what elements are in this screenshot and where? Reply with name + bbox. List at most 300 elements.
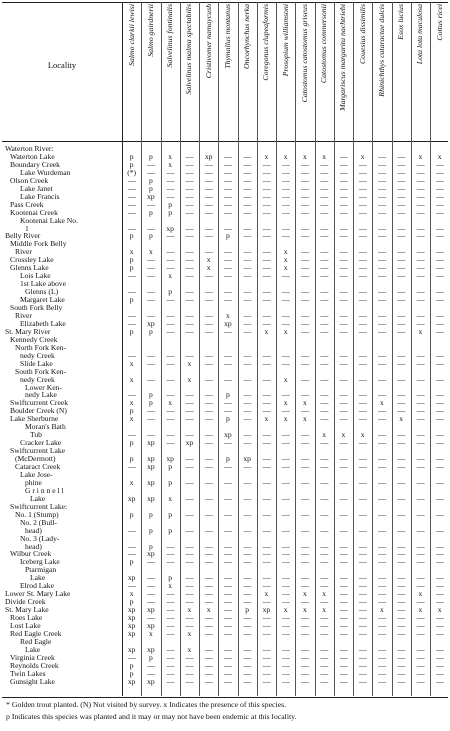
- table-row: [0, 615, 450, 622]
- species-cell: ----: [166, 598, 175, 607]
- species-cell: ----: [358, 542, 367, 551]
- species-cell: ----: [320, 455, 329, 464]
- species-cell: ----: [262, 645, 271, 654]
- species-cell: ----: [262, 168, 271, 177]
- species-cell: ----: [358, 375, 367, 384]
- species-cell: ----: [223, 256, 232, 265]
- species-cell: ----: [185, 168, 194, 177]
- species-cell: ----: [281, 407, 290, 416]
- locality-name: nedy Creek: [20, 350, 55, 360]
- species-cell: ----: [166, 614, 175, 623]
- species-cell: ----: [127, 272, 136, 281]
- species-cell: ----: [358, 661, 367, 670]
- species-cell: ----: [320, 256, 329, 265]
- species-cell: ----: [339, 629, 348, 638]
- species-cell: ----: [377, 574, 386, 583]
- species-cell: ----: [185, 272, 194, 281]
- table-row: [0, 456, 450, 463]
- species-cell: ----: [339, 391, 348, 400]
- species-cell: ----: [377, 645, 386, 654]
- species-cell: ----: [281, 224, 290, 233]
- species-cell: ----: [243, 510, 252, 519]
- species-cell: ----: [397, 582, 406, 591]
- species-cell: ----: [339, 272, 348, 281]
- species-cell: p: [129, 598, 134, 607]
- species-cell: ----: [377, 407, 386, 416]
- species-cell: ----: [281, 319, 290, 328]
- species-cell: p: [225, 415, 230, 424]
- species-cell: p: [129, 669, 134, 678]
- species-cell: x: [187, 645, 192, 654]
- species-cell: ----: [281, 296, 290, 305]
- locality-name: St. Mary Lake: [5, 605, 49, 615]
- species-cell: ----: [358, 272, 367, 281]
- species-cell: p: [168, 463, 173, 471]
- species-cell: ----: [223, 264, 232, 273]
- species-cell: ----: [185, 431, 194, 440]
- species-cell: ----: [146, 256, 155, 265]
- species-cell: xp: [127, 606, 136, 615]
- species-cell: ----: [204, 391, 213, 400]
- table-row: [0, 628, 450, 638]
- species-cell: ----: [223, 669, 232, 678]
- table-row: [0, 551, 450, 558]
- species-cell: ----: [416, 653, 425, 662]
- species-cell: ----: [358, 598, 367, 607]
- species-cell: ----: [416, 200, 425, 209]
- table-row: [0, 541, 450, 551]
- locality-name: 1st Lake above: [20, 279, 66, 289]
- species-cell: ----: [127, 582, 136, 591]
- species-cell: ----: [223, 478, 232, 487]
- species-cell: ----: [416, 582, 425, 591]
- species-cell: ----: [204, 574, 213, 583]
- species-cell: ----: [320, 160, 329, 169]
- species-cell: ----: [223, 590, 232, 599]
- species-cell: ----: [358, 192, 367, 201]
- locality-name: Kennedy Creek: [10, 334, 58, 344]
- species-cell: ----: [397, 184, 406, 193]
- species-cell: xp: [127, 645, 136, 654]
- species-cell: x: [129, 359, 134, 368]
- species-cell: ----: [146, 558, 155, 567]
- species-cell: ----: [377, 200, 386, 209]
- species-cell: ----: [358, 232, 367, 241]
- species-cell: ----: [204, 327, 213, 336]
- species-cell: ----: [262, 208, 271, 217]
- species-cell: ----: [243, 622, 252, 630]
- species-cell: x: [129, 415, 134, 424]
- table-row: [0, 151, 450, 161]
- species-cell: ----: [377, 296, 386, 305]
- locality-name: G r i n n e l l: [25, 485, 64, 495]
- species-cell: ----: [377, 375, 386, 384]
- locality-name: No. 1 (Stump): [15, 509, 59, 519]
- species-cell: ----: [204, 550, 213, 559]
- species-cell: ----: [185, 590, 194, 599]
- species-cell: ----: [185, 248, 194, 257]
- species-cell: ----: [300, 574, 309, 583]
- locality-name: Lake Francis: [20, 191, 60, 201]
- species-cell: ----: [339, 224, 348, 233]
- species-cell: ----: [166, 407, 175, 416]
- species-cell: ----: [204, 351, 213, 360]
- species-cell: ----: [281, 455, 290, 464]
- species-cell: ----: [146, 415, 155, 424]
- species-name: Catostomus catostomus griseus: [299, 4, 309, 103]
- species-cell: ----: [416, 359, 425, 368]
- species-cell: xp: [204, 152, 213, 161]
- table-row: [0, 297, 450, 304]
- species-header: [199, 4, 218, 140]
- species-cell: ----: [185, 677, 194, 686]
- species-cell: ----: [223, 272, 232, 281]
- species-cell: ----: [281, 463, 290, 471]
- species-cell: ----: [397, 606, 406, 615]
- species-cell: ----: [281, 359, 290, 368]
- species-cell: ----: [416, 677, 425, 686]
- species-cell: xp: [147, 463, 155, 471]
- species-cell: p: [129, 264, 134, 273]
- species-cell: ----: [377, 184, 386, 193]
- species-cell: ----: [397, 391, 406, 400]
- species-cell: x: [322, 590, 327, 599]
- species-cell: ----: [416, 184, 425, 193]
- species-cell: x: [283, 375, 288, 384]
- species-cell: ----: [377, 629, 386, 638]
- species-cell: ----: [377, 582, 386, 591]
- species-cell: ----: [339, 455, 348, 464]
- species-cell: xp: [147, 494, 155, 503]
- species-cell: ----: [320, 542, 329, 551]
- table-row: [0, 233, 450, 240]
- species-cell: ----: [358, 224, 367, 233]
- species-cell: p: [168, 574, 173, 583]
- table-row: [0, 350, 450, 360]
- species-cell: ----: [223, 606, 232, 615]
- species-cell: ----: [358, 407, 367, 416]
- table-row: [0, 432, 450, 439]
- species-cell: p: [148, 391, 153, 400]
- species-cell: ----: [166, 669, 175, 678]
- locality-name: Lake: [30, 493, 46, 503]
- locality-name: Swiftcurrent Lake: [10, 446, 66, 456]
- species-cell: ----: [243, 256, 252, 265]
- species-cell: ----: [377, 176, 386, 185]
- species-cell: ----: [377, 653, 386, 662]
- species-cell: ----: [204, 677, 213, 686]
- species-cell: ----: [204, 669, 213, 678]
- species-cell: ----: [358, 622, 367, 630]
- species-cell: x: [437, 152, 442, 161]
- species-cell: ----: [320, 645, 329, 654]
- locality-name: nedy Creek: [20, 374, 55, 384]
- species-header: [315, 4, 334, 140]
- species-cell: ----: [416, 494, 425, 503]
- species-cell: ----: [358, 558, 367, 567]
- species-cell: ----: [397, 574, 406, 583]
- species-cell: ----: [435, 415, 444, 424]
- species-cell: ----: [435, 574, 444, 583]
- species-cell: ----: [281, 192, 290, 201]
- species-cell: ----: [204, 598, 213, 607]
- species-cell: p: [129, 296, 134, 305]
- species-cell: ----: [204, 526, 213, 535]
- species-cell: ----: [146, 590, 155, 599]
- species-cell: ----: [166, 184, 175, 193]
- species-cell: ----: [397, 327, 406, 336]
- species-cell: ----: [262, 176, 271, 185]
- species-cell: x: [264, 327, 269, 336]
- species-cell: ----: [416, 661, 425, 670]
- table-row: [0, 408, 450, 415]
- table-row: [0, 326, 450, 336]
- species-cell: ----: [262, 582, 271, 591]
- species-cell: ----: [416, 351, 425, 360]
- species-cell: ----: [300, 431, 309, 440]
- species-cell: ----: [320, 272, 329, 281]
- species-cell: ----: [223, 176, 232, 185]
- species-cell: ----: [377, 669, 386, 678]
- species-cell: ----: [223, 327, 232, 336]
- locality-name: River: [15, 310, 32, 320]
- species-cell: ----: [204, 375, 213, 384]
- species-cell: ----: [281, 653, 290, 662]
- species-header: [276, 4, 295, 140]
- species-cell: p: [168, 510, 173, 519]
- header-rule: [2, 141, 448, 142]
- species-cell: ----: [339, 590, 348, 599]
- species-cell: ----: [243, 661, 252, 670]
- species-cell: ----: [397, 510, 406, 519]
- species-cell: ----: [416, 272, 425, 281]
- table-row: [0, 249, 450, 256]
- species-header: [372, 4, 391, 140]
- species-cell: ----: [262, 311, 271, 320]
- table-row: [0, 199, 450, 209]
- species-cell: ----: [146, 224, 155, 233]
- species-cell: ----: [146, 168, 155, 177]
- species-cell: ----: [281, 669, 290, 678]
- table-row: [0, 167, 450, 177]
- species-header: [161, 4, 180, 140]
- table-row: [0, 623, 450, 630]
- species-cell: ----: [300, 510, 309, 519]
- species-cell: ----: [339, 606, 348, 615]
- species-cell: ----: [435, 288, 444, 297]
- table-row: [0, 440, 450, 447]
- species-cell: ----: [223, 288, 232, 297]
- species-cell: ----: [262, 478, 271, 487]
- species-cell: ----: [127, 288, 136, 297]
- species-cell: ----: [243, 272, 252, 281]
- species-cell: ----: [358, 574, 367, 583]
- species-cell: ----: [146, 359, 155, 368]
- species-cell: ----: [358, 319, 367, 328]
- species-cell: p: [129, 232, 134, 241]
- species-cell: ----: [320, 351, 329, 360]
- species-cell: x: [283, 399, 288, 408]
- species-cell: ----: [435, 407, 444, 416]
- species-cell: ----: [300, 200, 309, 209]
- species-cell: ----: [204, 399, 213, 408]
- species-cell: ----: [320, 319, 329, 328]
- species-cell: x: [283, 248, 288, 257]
- species-cell: ----: [339, 152, 348, 161]
- species-cell: ----: [146, 661, 155, 670]
- species-cell: ----: [377, 391, 386, 400]
- species-cell: ----: [300, 168, 309, 177]
- species-cell: ----: [185, 542, 194, 551]
- species-cell: p: [148, 327, 153, 336]
- species-cell: ----: [339, 311, 348, 320]
- locality-name: Elrod Lake: [20, 581, 54, 591]
- species-cell: ----: [435, 272, 444, 281]
- species-cell: ----: [204, 184, 213, 193]
- table-row: [0, 358, 450, 368]
- species-cell: x: [264, 590, 269, 599]
- species-cell: ----: [397, 399, 406, 408]
- species-cell: ----: [146, 431, 155, 440]
- species-cell: ----: [204, 439, 213, 448]
- species-cell: ----: [416, 550, 425, 559]
- species-cell: ----: [185, 622, 194, 630]
- species-cell: ----: [358, 327, 367, 336]
- species-cell: ----: [281, 661, 290, 670]
- species-cell: ----: [204, 192, 213, 201]
- species-cell: ----: [358, 415, 367, 424]
- species-cell: ----: [262, 629, 271, 638]
- species-cell: ----: [166, 311, 175, 320]
- species-cell: ----: [166, 550, 175, 559]
- species-cell: ----: [204, 629, 213, 638]
- species-cell: ----: [435, 558, 444, 567]
- species-cell: ----: [262, 296, 271, 305]
- species-cell: ----: [416, 415, 425, 424]
- species-cell: ----: [416, 669, 425, 678]
- species-cell: xp: [147, 606, 155, 615]
- species-cell: ----: [320, 248, 329, 257]
- species-cell: ----: [204, 208, 213, 217]
- species-cell: ----: [300, 558, 309, 567]
- table-row: [0, 191, 450, 201]
- species-cell: ----: [166, 645, 175, 654]
- species-cell: x: [206, 606, 211, 615]
- species-cell: ----: [300, 407, 309, 416]
- species-cell: ----: [223, 224, 232, 233]
- species-cell: ----: [185, 311, 194, 320]
- species-cell: x: [302, 590, 307, 599]
- species-cell: ----: [377, 415, 386, 424]
- species-cell: ----: [185, 574, 194, 583]
- locality-name: Lois Lake: [20, 271, 51, 281]
- species-cell: ----: [243, 582, 252, 591]
- species-cell: ----: [320, 176, 329, 185]
- species-cell: ----: [435, 455, 444, 464]
- table-row: [0, 575, 450, 582]
- species-cell: p: [129, 152, 134, 161]
- species-cell: ----: [377, 160, 386, 169]
- species-cell: ----: [320, 661, 329, 670]
- species-header: [295, 4, 314, 140]
- locality-name: Boundary Creek: [10, 159, 60, 169]
- table-row: [0, 366, 450, 376]
- species-cell: ----: [243, 200, 252, 209]
- species-name: Salmo gairdnerii: [145, 4, 155, 57]
- species-cell: ----: [262, 614, 271, 623]
- species-cell: ----: [281, 510, 290, 519]
- species-cell: ----: [435, 311, 444, 320]
- species-cell: ----: [262, 232, 271, 241]
- species-cell: ----: [320, 224, 329, 233]
- species-cell: x: [360, 152, 365, 161]
- species-cell: ----: [146, 160, 155, 169]
- species-cell: ----: [377, 208, 386, 217]
- species-cell: ----: [320, 311, 329, 320]
- species-header: [430, 4, 449, 140]
- locality-name: Lake: [30, 573, 46, 583]
- species-cell: ----: [358, 653, 367, 662]
- species-cell: ----: [204, 622, 213, 630]
- species-cell: ----: [435, 208, 444, 217]
- species-name: Coregonus clupeaformis: [261, 4, 271, 81]
- species-cell: ----: [223, 542, 232, 551]
- species-cell: ----: [281, 288, 290, 297]
- species-cell: ----: [204, 407, 213, 416]
- species-cell: ----: [339, 622, 348, 630]
- species-cell: ----: [320, 359, 329, 368]
- species-cell: ----: [416, 622, 425, 630]
- species-cell: xp: [147, 550, 155, 559]
- locality-name: Glenns (L): [25, 287, 59, 297]
- locality-name: Swiftcurrent Lake:: [10, 501, 68, 511]
- table-row: [0, 567, 450, 574]
- species-cell: ----: [416, 574, 425, 583]
- species-cell: ----: [146, 351, 155, 360]
- species-cell: ----: [127, 176, 136, 185]
- species-cell: ----: [397, 653, 406, 662]
- species-cell: ----: [397, 288, 406, 297]
- species-cell: ----: [397, 669, 406, 678]
- species-cell: ----: [223, 645, 232, 654]
- species-cell: ----: [358, 208, 367, 217]
- species-cell: ----: [339, 296, 348, 305]
- locality-name: Iceberg Lake: [20, 557, 60, 567]
- species-cell: p: [129, 327, 134, 336]
- species-cell: ----: [243, 614, 252, 623]
- species-cell: ----: [262, 431, 271, 440]
- species-cell: xp: [147, 319, 155, 328]
- table-row: [0, 501, 450, 511]
- species-cell: ----: [339, 415, 348, 424]
- species-cell: ----: [166, 351, 175, 360]
- species-cell: ----: [300, 272, 309, 281]
- species-cell: ----: [281, 590, 290, 599]
- species-cell: p: [225, 455, 230, 464]
- species-cell: ----: [435, 526, 444, 535]
- species-cell: ----: [262, 391, 271, 400]
- species-cell: ----: [262, 399, 271, 408]
- species-cell: ----: [339, 661, 348, 670]
- species-cell: ----: [377, 542, 386, 551]
- species-cell: ----: [435, 224, 444, 233]
- species-name: Rhinichthys cataractae dulcis: [376, 4, 386, 97]
- species-cell: ----: [223, 200, 232, 209]
- species-cell: ----: [358, 264, 367, 273]
- species-cell: ----: [300, 653, 309, 662]
- species-cell: ----: [300, 622, 309, 630]
- species-cell: p: [129, 407, 134, 416]
